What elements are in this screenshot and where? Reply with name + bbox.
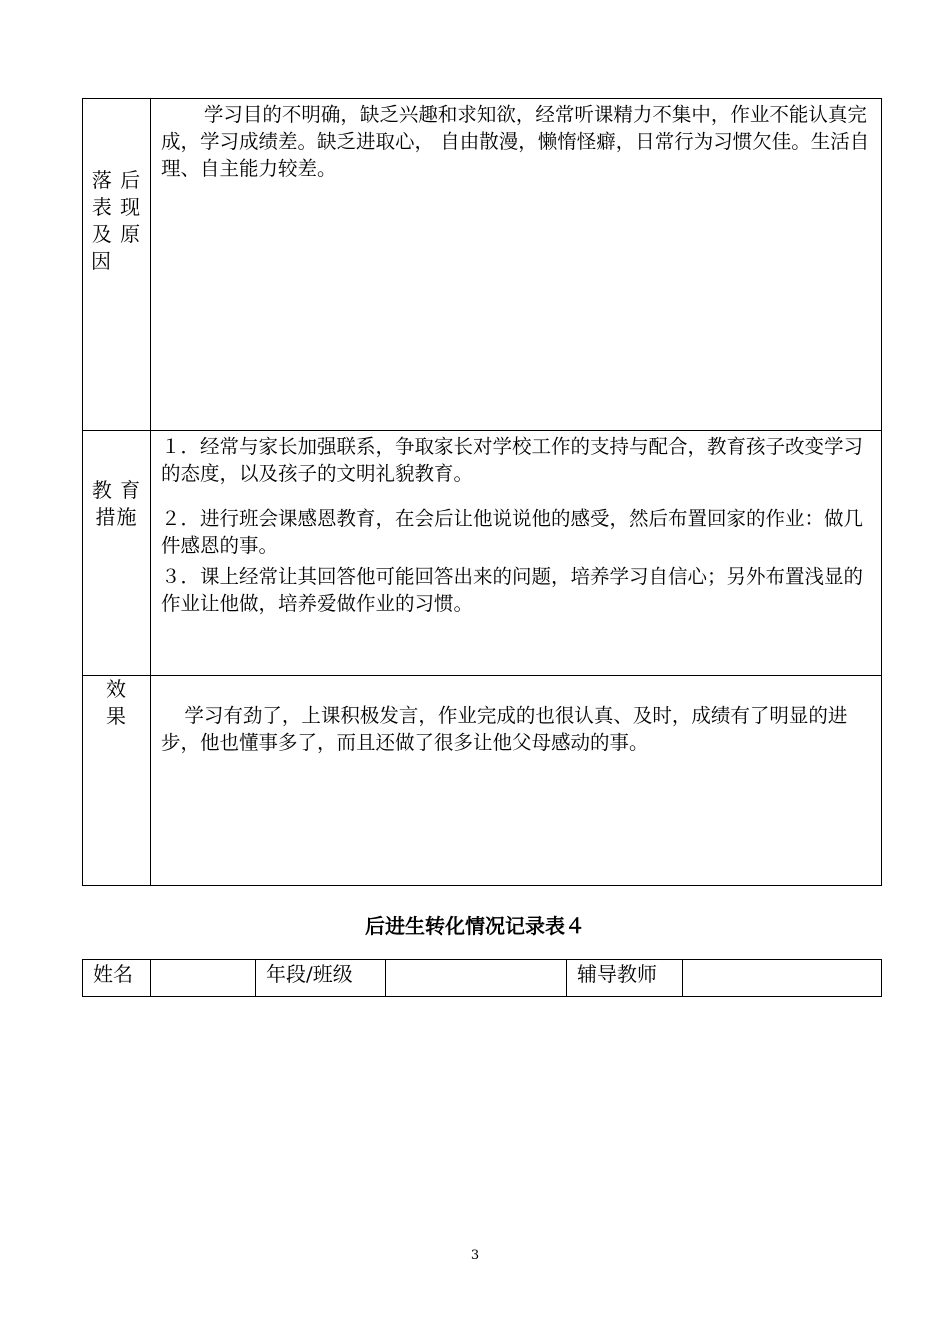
student-info-row <box>83 960 882 997</box>
grade-class-label: 年段/班级 <box>256 960 386 997</box>
measure-item-3: ３．课上经常让其回答他可能回答出来的问题，培养学习自信心；另外布置浅显的作业让他做，培养爱做作业的习惯。 <box>161 565 864 615</box>
record-table <box>82 98 882 886</box>
effect-label-line: 果 <box>106 704 127 728</box>
measure-item-1: １．经常与家长加强联系，争取家长对学校工作的支持与配合，教育孩子改变学习的态度，以及孩子的文明礼貌教育。 <box>161 435 864 485</box>
reason-row <box>83 99 882 431</box>
effect-content-cell <box>151 676 882 886</box>
reason-label-line: 表 现 <box>91 195 142 219</box>
effect-row <box>83 676 882 886</box>
reason-label-line: 落 后 <box>91 168 142 192</box>
name-label: 姓名 <box>83 960 151 997</box>
measures-row <box>83 431 882 676</box>
tutor-teacher-label: 辅导教师 <box>567 960 683 997</box>
page-number: 3 <box>470 1248 480 1263</box>
name-field[interactable] <box>151 960 256 997</box>
effect-text: 学习有劲了，上课积极发言，作业完成的也很认真、及时，成绩有了明显的进步，他也懂事多了，而且还做了很多让他父母感动的事。 <box>161 704 848 754</box>
effect-label-line: 效 <box>106 677 127 701</box>
form-title: 后进生转化情况记录表４ <box>365 914 585 938</box>
measures-label-line: 措施 <box>95 505 138 529</box>
measures-label-cell <box>83 431 151 676</box>
reason-label-line: 及 原 <box>91 222 142 246</box>
effect-label-cell <box>83 676 151 886</box>
measures-content-cell <box>151 431 882 676</box>
grade-class-field[interactable] <box>386 960 567 997</box>
reason-text: 学习目的不明确，缺乏兴趣和求知欲，经常听课精力不集中，作业不能认真完成，学习成绩差。缺乏进取心， 自由散漫，懒惰怪癖，日常行为习惯欠佳。生活自理、自主能力较差。 <box>161 103 870 180</box>
measures-label-line: 教 育 <box>91 478 142 502</box>
reason-label-cell <box>83 99 151 431</box>
measure-item-2: ２．进行班会课感恩教育，在会后让他说说他的感受，然后布置回家的作业：做几件感恩的事。 <box>161 507 864 557</box>
reason-label-line: 因 <box>91 249 112 273</box>
reason-content-cell <box>151 99 882 431</box>
student-info-table <box>82 959 882 997</box>
tutor-teacher-field[interactable] <box>683 960 882 997</box>
